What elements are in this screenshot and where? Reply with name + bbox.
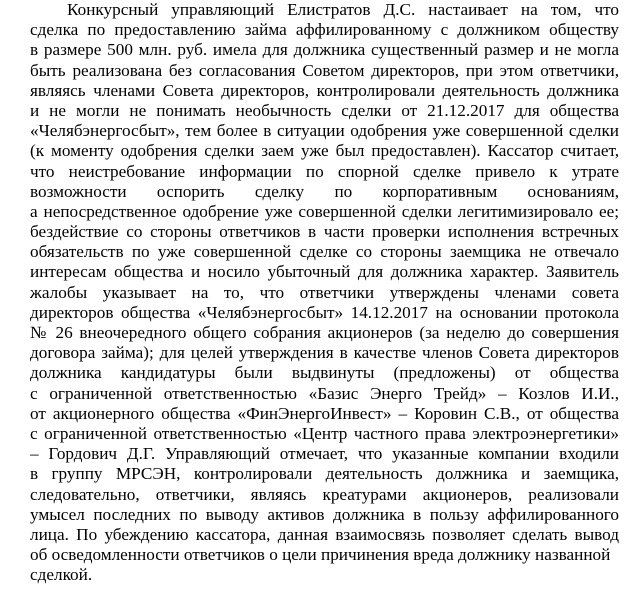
text-line: Конкурсный управляющий Елистратов Д.С. настаивает на том, что — [67, 0, 619, 19]
text-line: от акционерного общества «ФинЭнергоИнвест» – Коровин С.В., от общества — [30, 403, 619, 423]
text-line: быть реализована без согласования Советом директоров, при этом ответчики, — [30, 60, 619, 80]
text-line: бездействие со стороны ответчиков в части проверки исполнения встречных — [30, 222, 619, 242]
text-line: № 26 внеочередного общего собрания акционеров (за неделю до совершения — [30, 323, 619, 342]
text-line: умысел последних по выводу активов должника в пользу аффилированного — [30, 504, 619, 524]
paragraph — [30, 0, 619, 585]
text-line: обязательств по уже совершенной сделке со стороны заемщика не отвечало — [30, 242, 619, 262]
text-line: договора займа); для целей утверждения в качестве членов Совета директоров — [30, 343, 619, 363]
document-page — [30, 0, 619, 585]
text-line: с ограниченной ответственностью «Центр частного права электроэнергетики» — [30, 423, 619, 443]
text-line: и не могли не понимать необычность сделки от 21.12.2017 для общества — [30, 100, 619, 120]
text-line: в группу МРСЭН, контролировали деятельность должника и заемщика, — [30, 464, 619, 484]
text-line: директоров общества «Челябэнергосбыт» 14.12.2017 на основании протокола — [30, 302, 619, 322]
text-line: «Челябэнергосбыт», тем более в ситуации одобрения уже совершенной сделки — [30, 121, 619, 141]
text-line: интересам общества и носило убыточный для должника характер. Заявитель — [30, 262, 619, 282]
text-line: а непосредственное одобрение уже совершенной сделки легитимизировало ее; — [30, 201, 619, 221]
text-line: что неистребование информации по спорной сделке привело к утрате — [30, 161, 619, 181]
text-line: следовательно, ответчики, являясь креатурами акционеров, реализовали — [30, 484, 619, 504]
text-line: в размере 500 млн. руб. имела для должника существенный размер и не могла — [30, 40, 619, 60]
text-line: сделка по предоставлению займа аффилированному с должником обществу — [30, 20, 619, 40]
text-line: сделкой. — [30, 565, 93, 585]
text-line: об осведомленности ответчиков о цели причинения вреда должнику названной — [30, 545, 611, 565]
text-line: должника кандидатуры были выдвинуты (предложены) от общества — [30, 363, 619, 383]
text-line: (к моменту одобрения сделки заем уже был предоставлен). Кассатор считает, — [30, 141, 619, 161]
text-line: – Гордович Д.Г. Управляющий отмечает, что указанные компании входили — [30, 444, 619, 464]
text-line: с ограниченной ответственностью «Базис Энерго Трейд» – Козлов И.И., — [30, 383, 619, 403]
text-line: возможности оспорить сделку по корпоративным основаниям, — [30, 181, 619, 201]
text-line: лица. По убеждению кассатора, данная взаимосвязь позволяет сделать вывод — [30, 524, 619, 544]
text-line: жалобы указывает на то, что ответчики утверждены членами совета — [30, 282, 619, 302]
text-line: являясь членами Совета директоров, контролировали деятельность должника — [30, 80, 619, 100]
